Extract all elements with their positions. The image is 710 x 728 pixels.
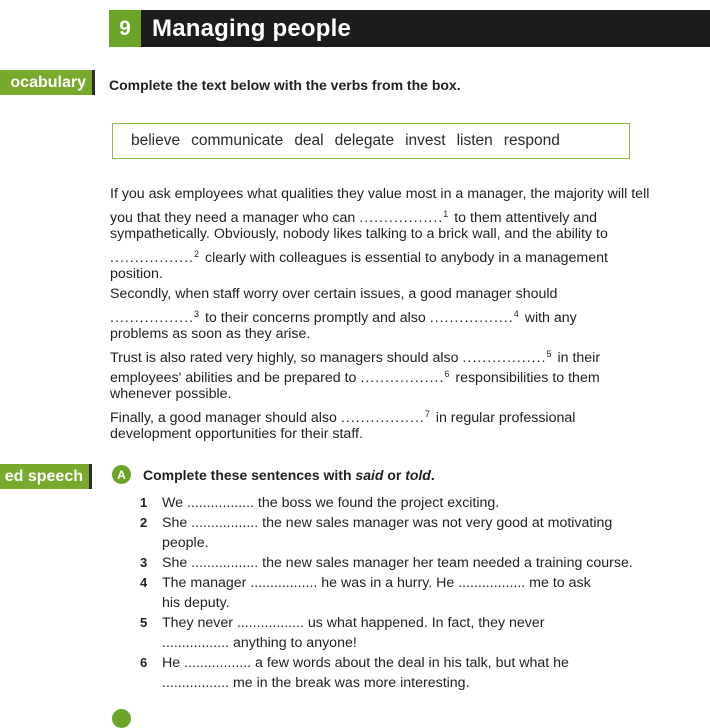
text-segment: whenever possible. xyxy=(110,386,232,402)
gap-number: 4 xyxy=(513,309,519,319)
item-number: 3 xyxy=(140,555,148,570)
text-segment: you that they need a manager who can xyxy=(110,210,360,226)
verb-communicate: communicate xyxy=(191,132,284,149)
gap-number: 6 xyxy=(444,369,450,379)
exercise-item-line xyxy=(140,533,710,553)
verb-listen: listen xyxy=(456,132,493,149)
gap-number: 3 xyxy=(194,309,200,319)
section-tab-reported-speech: ed speech xyxy=(0,464,92,489)
text-segment: in their xyxy=(553,350,601,366)
text-segment: sympathetically. Obviously, nobody likes talking to a brick wall, and the ability to xyxy=(110,226,608,242)
item-number: 5 xyxy=(140,615,148,630)
exercise-item-line xyxy=(140,653,710,673)
verb-deal: deal xyxy=(294,132,324,149)
exercise-item-line xyxy=(140,553,710,573)
text-segment: to them attentively and xyxy=(450,210,597,226)
exercise-item-line xyxy=(140,613,710,633)
exercise-item-line xyxy=(140,513,710,533)
text-segment: Secondly, when staff worry over certain issues, a good manager should xyxy=(110,286,558,302)
answer-gap[interactable]: ................. xyxy=(429,310,514,326)
item-text: She ................. the new sales manager was not very good at motivating xyxy=(162,515,613,531)
text-segment: problems as soon as they arise. xyxy=(110,326,311,342)
text-line xyxy=(110,404,710,424)
exercise-item-line xyxy=(140,493,710,513)
item-text: ................. anything to anyone! xyxy=(162,635,357,651)
text-segment: Finally, a good manager should also xyxy=(110,410,341,426)
text-segment: position. xyxy=(110,266,163,282)
text-line xyxy=(110,244,710,264)
text-segment: employees' abilities and be prepared to xyxy=(110,370,361,386)
instruction-said: said xyxy=(355,467,384,483)
exercise-item-line xyxy=(140,673,710,693)
text-segment: in regular professional xyxy=(431,410,576,426)
unit-title: Managing people xyxy=(152,15,352,42)
exercise-a-badge: A xyxy=(112,465,131,484)
text-line xyxy=(110,324,710,344)
text-line xyxy=(110,344,710,364)
vocabulary-instruction: Complete the text below with the verbs from the box. xyxy=(109,77,461,93)
verb-respond: respond xyxy=(503,132,560,149)
text-line xyxy=(110,304,710,324)
text-line xyxy=(110,384,710,404)
verb-delegate: delegate xyxy=(334,132,395,149)
gap-number: 5 xyxy=(546,349,552,359)
item-number: 2 xyxy=(140,515,148,530)
item-text: She ................. the new sales manager her team needed a training course. xyxy=(162,555,633,571)
answer-gap[interactable]: ................. xyxy=(359,210,444,226)
exercise-a-instruction xyxy=(143,467,435,483)
text-segment: clearly with colleagues is essential to anybody in a management xyxy=(201,250,608,266)
instruction-suffix: . xyxy=(430,467,435,483)
answer-gap[interactable]: ................. xyxy=(360,370,445,386)
item-text: The manager ................. he was in a hurry. He ................. me to ask xyxy=(162,575,591,591)
item-text: his deputy. xyxy=(162,595,230,611)
item-text: We ................. the boss we found the project exciting. xyxy=(162,495,500,511)
item-number: 6 xyxy=(140,655,148,670)
section-tab-vocabulary: ocabulary xyxy=(0,70,95,95)
text-line xyxy=(110,204,710,224)
instruction-told: told xyxy=(405,467,431,483)
text-segment: development opportunities for their staff. xyxy=(110,426,363,442)
verb-box xyxy=(112,123,630,159)
exercise-item-line xyxy=(140,573,710,593)
item-text: He ................. a few words about the deal in his talk, but what he xyxy=(162,655,569,671)
item-text: people. xyxy=(162,535,209,551)
gap-number: 7 xyxy=(424,409,430,419)
gap-number: 2 xyxy=(194,249,200,259)
item-number: 1 xyxy=(140,495,148,510)
text-line xyxy=(110,284,710,304)
text-segment: to their concerns promptly and also xyxy=(201,310,430,326)
exercise-a-items xyxy=(140,493,710,693)
item-number: 4 xyxy=(140,575,148,590)
answer-gap[interactable]: ................. xyxy=(340,410,425,426)
unit-number: 9 xyxy=(109,10,141,47)
answer-gap[interactable]: ................. xyxy=(110,250,195,266)
exercise-item-line xyxy=(140,593,710,613)
text-line xyxy=(110,184,710,204)
exercise-b-badge xyxy=(112,709,131,728)
text-line xyxy=(110,264,710,284)
vocabulary-text xyxy=(110,184,710,444)
gap-number: 1 xyxy=(443,209,449,219)
text-segment: If you ask employees what qualities they value most in a manager, the majority will tell xyxy=(110,186,650,202)
verb-believe: believe xyxy=(131,132,181,149)
answer-gap[interactable]: ................. xyxy=(110,310,195,326)
item-text: ................. me in the break was more interesting. xyxy=(162,675,470,691)
answer-gap[interactable]: ................. xyxy=(462,350,547,366)
item-text: They never ................. us what happened. In fact, they never xyxy=(162,615,545,631)
text-line xyxy=(110,224,710,244)
instruction-prefix: Complete these sentences with xyxy=(143,467,356,483)
text-line xyxy=(110,364,710,384)
text-segment: Trust is also rated very highly, so managers should also xyxy=(110,350,463,366)
text-line xyxy=(110,424,710,444)
exercise-item-line xyxy=(140,633,710,653)
verb-invest: invest xyxy=(405,132,446,149)
text-segment: with any xyxy=(520,310,577,326)
text-segment: responsibilities to them xyxy=(451,370,600,386)
instruction-or: or xyxy=(383,467,406,483)
